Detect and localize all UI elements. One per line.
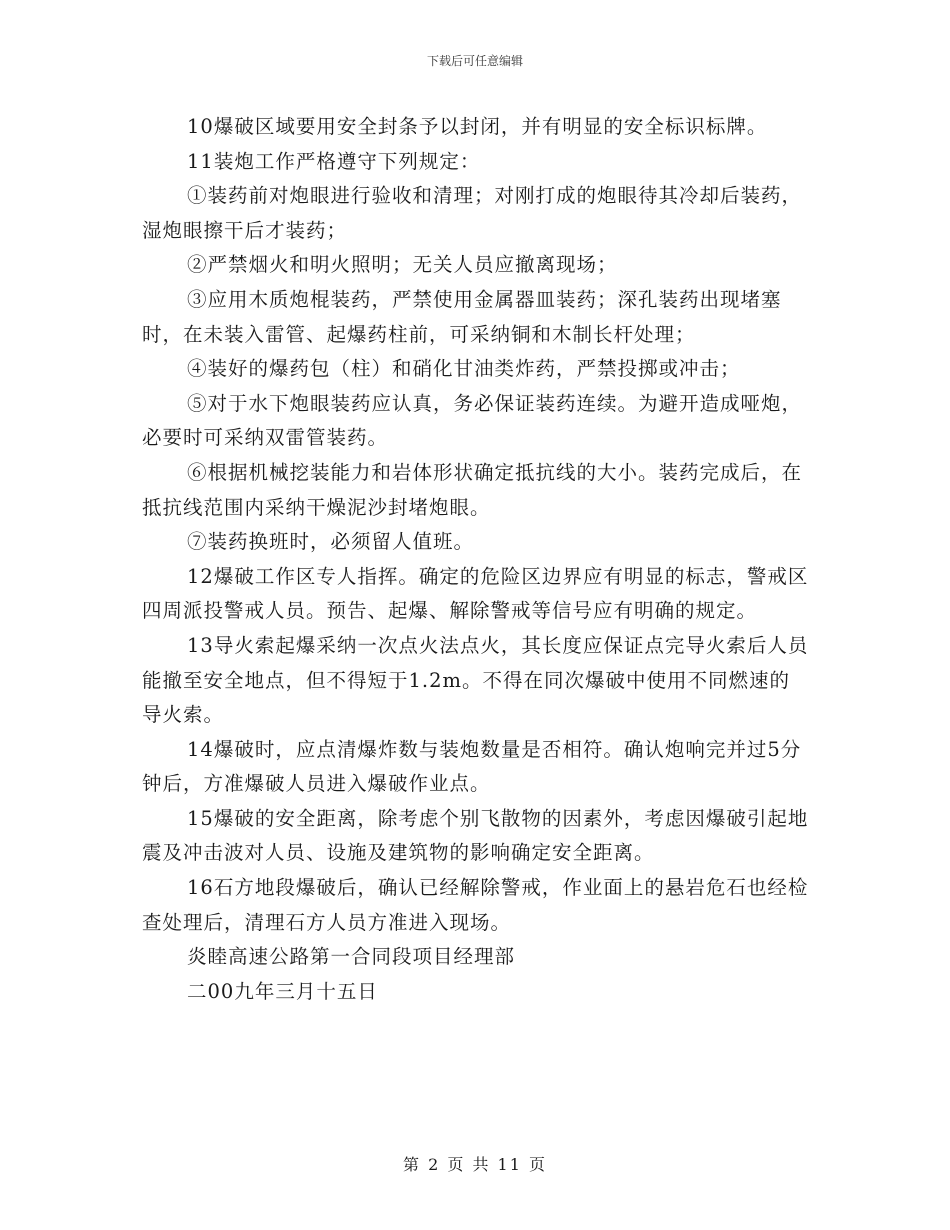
signature-organization: 炎睦高速公路第一合同段项目经理部 (187, 945, 516, 969)
list-item-7: ⑦装药换班时，必须留人值班。 (187, 530, 475, 554)
list-item-2: ②严禁烟火和明火照明；无关人员应撤离现场； (187, 253, 618, 277)
paragraph-item-14: 14爆破时，应点清爆炸数与装炮数量是否相符。确认炮响完并过5分钟后，方准爆破人员进入爆破作业点。 (142, 737, 802, 796)
list-item-1: ①装药前对炮眼进行验收和清理；对刚打成的炮眼待其冷却后装药，湿炮眼擦干后才装药； (142, 184, 803, 242)
list-item-6: ⑥根据机械挖装能力和岩体形状确定抵抗线的大小。装药完成后，在抵抗线范围内采纳干燥泥沙封堵炮眼。 (142, 460, 803, 519)
page-header-note: 下载后可任意编辑 (426, 54, 523, 68)
paragraph-item-16: 16石方地段爆破后，确认已经解除警戒，作业面上的悬岩危石也经检查处理后，清理石方人员方准进入现场。 (142, 876, 809, 934)
paragraph-item-13: 13导火索起爆采纳一次点火法点火，其长度应保证点完导火索后人员能撤至安全地点，但不得短于1.2m。不得在同次爆破中使用不同燃速的导火索。 (142, 633, 809, 727)
paragraph-item-11: 11装炮工作严格遵守下列规定： (187, 149, 481, 173)
list-item-3: ③应用木质炮棍装药，严禁使用金属器皿装药；深孔装药出现堵塞时，在未装入雷管、起爆药柱前，可采纳铜和木制长杆处理； (142, 287, 782, 346)
paragraph-item-12: 12爆破工作区专人指挥。确定的危险区边界应有明显的标志，警戒区四周派投警戒人员。预告、起爆、解除警戒等信号应有明确的规定。 (142, 564, 809, 623)
page-number: 第 2 页 共 11 页 (403, 1155, 547, 1174)
list-item-5: ⑤对于水下炮眼装药应认真，务必保证装药连续。为避开造成哑炮，必要时可采纳双雷管装药。 (142, 391, 803, 450)
paragraph-item-10: 10爆破区域要用安全封条予以封闭，并有明显的安全标识标牌。 (187, 115, 768, 138)
document-body (142, 110, 810, 1009)
signature-date: 二00九年三月十五日 (187, 979, 378, 1003)
paragraph-item-15: 15爆破的安全距离，除考虑个别飞散物的因素外，考虑因爆破引起地震及冲击波对人员、设施及建筑物的影响确定安全距离。 (142, 806, 809, 865)
list-item-4: ④装好的爆药包（柱）和硝化甘油类炸药，严禁投掷或冲击； (187, 357, 741, 381)
